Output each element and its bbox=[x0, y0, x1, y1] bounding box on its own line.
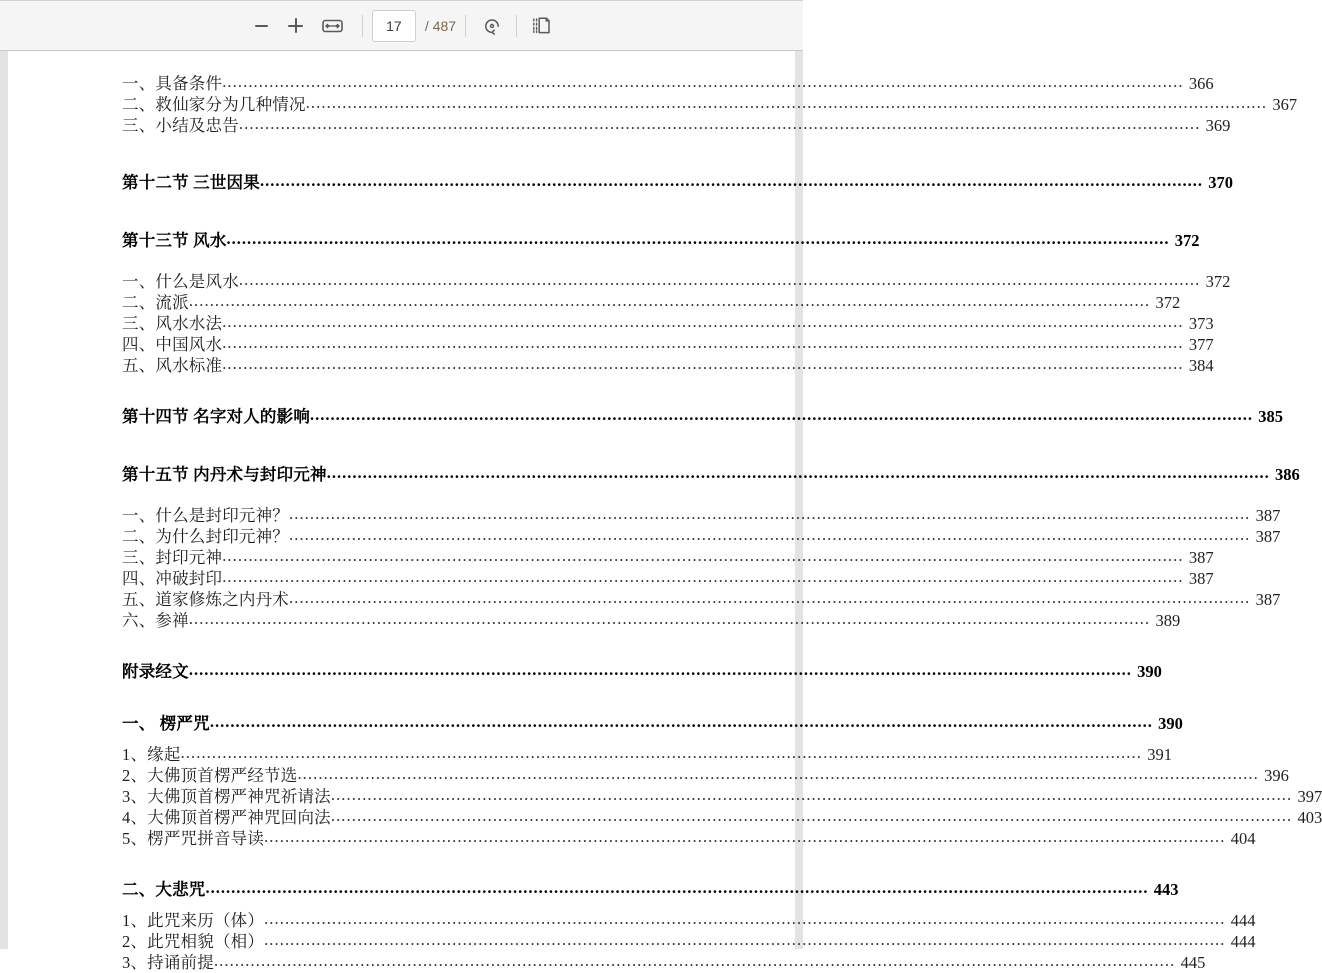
page-view-button[interactable] bbox=[524, 11, 558, 41]
toc-entry-page-number: 369 bbox=[1205, 116, 1231, 135]
toc-entry-label: 一、 楞严咒 bbox=[122, 714, 210, 733]
toc-entry-label: 五、道家修炼之内丹术 bbox=[122, 590, 289, 609]
fit-width-button[interactable] bbox=[313, 11, 353, 41]
toc-leader-dots bbox=[189, 659, 1132, 681]
toc-entry-row[interactable] bbox=[122, 910, 1256, 931]
toc-entry-row[interactable] bbox=[122, 73, 1214, 94]
toc-leader-dots bbox=[289, 503, 1250, 524]
rotate-icon bbox=[482, 16, 502, 36]
pdf-toolbar bbox=[0, 0, 803, 51]
toc-leader-dots bbox=[222, 311, 1183, 332]
toc-entry-label: 一、具备条件 bbox=[122, 74, 223, 93]
toc-leader-dots bbox=[264, 929, 1225, 950]
toc-entry-label: 四、中国风水 bbox=[122, 335, 223, 354]
toc-heading-row[interactable] bbox=[122, 661, 1162, 683]
toc-leader-dots bbox=[222, 545, 1183, 566]
toc-entry-row[interactable] bbox=[122, 568, 1214, 589]
toc-entry-page-number: 390 bbox=[1158, 714, 1183, 733]
toc-leader-dots bbox=[214, 950, 1175, 971]
toc-spacer bbox=[122, 631, 688, 661]
pdf-page bbox=[8, 51, 1322, 972]
toc-leader-dots bbox=[210, 711, 1153, 733]
toc-entry-page-number: 444 bbox=[1230, 932, 1256, 951]
toc-entry-page-number: 384 bbox=[1188, 356, 1214, 375]
toc-leader-dots bbox=[306, 92, 1267, 113]
toc-spacer bbox=[122, 683, 688, 713]
toc-leader-dots bbox=[289, 587, 1250, 608]
toc-entry-row[interactable] bbox=[122, 786, 1322, 807]
toolbar-divider-3 bbox=[516, 15, 517, 37]
toc-leader-dots bbox=[222, 353, 1183, 374]
toc-entry-page-number: 444 bbox=[1230, 911, 1256, 930]
toc-entry-label: 第十四节 名字对人的影响 bbox=[122, 407, 311, 426]
toc-entry-label: 4、大佛顶首楞严神咒回向法 bbox=[122, 808, 331, 827]
toolbar-divider-1 bbox=[362, 15, 363, 37]
toc-entry-page-number: 390 bbox=[1137, 662, 1162, 681]
toc-entry-page-number: 403 bbox=[1297, 808, 1322, 827]
toc-entry-label: 五、风水标准 bbox=[122, 356, 223, 375]
table-of-contents bbox=[8, 51, 1322, 973]
toc-leader-dots bbox=[264, 826, 1225, 847]
toc-entry-label: 一、什么是封印元神？ bbox=[122, 506, 289, 525]
toc-entry-label: 1、缘起 bbox=[122, 745, 181, 764]
plus-icon bbox=[288, 18, 303, 33]
toc-leader-dots bbox=[222, 332, 1183, 353]
toc-entry-page-number: 387 bbox=[1255, 590, 1281, 609]
toc-entry-label: 3、大佛顶首楞严神咒祈请法 bbox=[122, 787, 331, 806]
toc-entry-page-number: 387 bbox=[1188, 569, 1214, 588]
toc-entry-page-number: 377 bbox=[1188, 335, 1214, 354]
toc-entry-row[interactable] bbox=[122, 505, 1281, 526]
toc-entry-page-number: 367 bbox=[1272, 95, 1298, 114]
toc-entry-label: 二、救仙家分为几种情况 bbox=[122, 95, 306, 114]
toc-entry-label: 三、封印元神 bbox=[122, 548, 223, 567]
toc-entry-page-number: 372 bbox=[1174, 231, 1200, 250]
toc-leader-dots bbox=[222, 566, 1183, 587]
toc-entry-label: 2、此咒相貌（相） bbox=[122, 932, 265, 951]
toc-entry-page-number: 373 bbox=[1188, 314, 1214, 333]
toc-leader-dots bbox=[189, 608, 1150, 629]
minus-icon bbox=[255, 25, 268, 27]
toc-heading-row[interactable] bbox=[122, 713, 1183, 735]
toc-heading-row[interactable] bbox=[122, 230, 1200, 252]
toc-leader-dots bbox=[260, 170, 1203, 192]
toc-leader-dots bbox=[206, 877, 1149, 899]
toc-entry-row[interactable] bbox=[122, 931, 1256, 952]
fit-width-icon bbox=[322, 18, 343, 34]
page-number-input[interactable] bbox=[372, 10, 416, 42]
toc-heading-row[interactable] bbox=[122, 172, 1233, 194]
toc-entry-row[interactable] bbox=[122, 271, 1231, 292]
toc-entry-page-number: 386 bbox=[1274, 465, 1300, 484]
toc-entry-page-number: 387 bbox=[1255, 527, 1281, 546]
toc-spacer bbox=[122, 194, 688, 230]
toc-leader-dots bbox=[227, 228, 1170, 250]
toc-leader-dots bbox=[181, 742, 1142, 763]
toc-entry-page-number: 385 bbox=[1258, 407, 1284, 426]
toc-entry-row[interactable] bbox=[122, 526, 1281, 547]
toc-entry-row[interactable] bbox=[122, 94, 1298, 115]
toc-leader-dots bbox=[239, 113, 1200, 134]
toc-entry-label: 第十五节 内丹术与封印元神 bbox=[122, 465, 327, 484]
toc-entry-page-number: 397 bbox=[1297, 787, 1322, 806]
toc-entry-page-number: 372 bbox=[1155, 293, 1181, 312]
toc-leader-dots bbox=[222, 71, 1183, 92]
toc-entry-row[interactable] bbox=[122, 807, 1322, 828]
toc-entry-page-number: 389 bbox=[1155, 611, 1181, 630]
zoom-in-button[interactable] bbox=[279, 11, 313, 41]
toc-leader-dots bbox=[327, 462, 1270, 484]
toc-leader-dots bbox=[264, 908, 1225, 929]
page-total-label: / 487 bbox=[424, 17, 457, 34]
toc-spacer bbox=[122, 376, 688, 406]
toc-entry-page-number: 445 bbox=[1180, 953, 1206, 972]
toc-heading-row[interactable] bbox=[122, 406, 1284, 428]
toc-entry-page-number: 443 bbox=[1153, 880, 1179, 899]
toc-entry-page-number: 396 bbox=[1264, 766, 1289, 785]
toc-leader-dots bbox=[331, 805, 1292, 826]
zoom-out-button[interactable] bbox=[245, 11, 279, 41]
toc-entry-label: 3、持诵前提 bbox=[122, 953, 214, 972]
toc-entry-row[interactable] bbox=[122, 952, 1206, 973]
toc-leader-dots bbox=[189, 290, 1150, 311]
toc-entry-page-number: 387 bbox=[1255, 506, 1281, 525]
toc-entry-page-number: 372 bbox=[1205, 272, 1231, 291]
page-surface bbox=[0, 51, 1322, 972]
toc-entry-row[interactable] bbox=[122, 828, 1256, 849]
toc-entry-row[interactable] bbox=[122, 334, 1214, 355]
toc-entry-label: 二、为什么封印元神？ bbox=[122, 527, 289, 546]
toc-leader-dots bbox=[289, 524, 1250, 545]
page-number-value: 17 bbox=[386, 17, 402, 34]
toc-entry-label: 四、冲破封印 bbox=[122, 569, 223, 588]
toc-entry-row[interactable] bbox=[122, 589, 1281, 610]
toc-entry-label: 附录经文 bbox=[122, 662, 189, 681]
page-layout-icon bbox=[531, 16, 551, 35]
toolbar-controls bbox=[245, 1, 558, 50]
toc-entry-label: 三、小结及忠告 bbox=[122, 116, 239, 135]
toc-entry-row[interactable] bbox=[122, 115, 1231, 136]
toc-entry-label: 2、大佛顶首楞严经节选 bbox=[122, 766, 298, 785]
toc-entry-page-number: 370 bbox=[1208, 173, 1233, 192]
toc-entry-page-number: 366 bbox=[1188, 74, 1214, 93]
toc-leader-dots bbox=[239, 269, 1200, 290]
toc-heading-row[interactable] bbox=[122, 879, 1179, 901]
toc-entry-label: 第十三节 风水 bbox=[122, 231, 227, 250]
toc-heading-row[interactable] bbox=[122, 464, 1300, 486]
toc-entry-row[interactable] bbox=[122, 610, 1181, 631]
toc-entry-label: 二、大悲咒 bbox=[122, 880, 206, 899]
rotate-button[interactable] bbox=[475, 11, 509, 41]
toc-entry-label: 5、楞严咒拼音导读 bbox=[122, 829, 265, 848]
toc-entry-row[interactable] bbox=[122, 355, 1214, 376]
toc-entry-row[interactable] bbox=[122, 292, 1181, 313]
toc-entry-row[interactable] bbox=[122, 547, 1214, 568]
toc-entry-label: 1、此咒来历（体） bbox=[122, 911, 265, 930]
toc-entry-page-number: 404 bbox=[1230, 829, 1256, 848]
toc-spacer bbox=[122, 136, 688, 172]
toc-entry-row[interactable] bbox=[122, 313, 1214, 334]
toc-entry-label: 第十二节 三世因果 bbox=[122, 173, 260, 192]
toc-entry-label: 三、风水水法 bbox=[122, 314, 223, 333]
toc-entry-row[interactable] bbox=[122, 744, 1172, 765]
toc-entry-label: 一、什么是风水 bbox=[122, 272, 239, 291]
toc-entry-label: 六、参禅 bbox=[122, 611, 189, 630]
toc-entry-page-number: 387 bbox=[1188, 548, 1214, 567]
toolbar-divider-2 bbox=[465, 15, 466, 37]
toc-entry-page-number: 391 bbox=[1147, 745, 1172, 764]
toc-spacer bbox=[122, 849, 688, 879]
toc-spacer bbox=[122, 428, 688, 464]
toc-entry-row[interactable] bbox=[122, 765, 1289, 786]
toc-leader-dots bbox=[310, 404, 1253, 426]
toc-leader-dots bbox=[297, 763, 1258, 784]
toc-leader-dots bbox=[331, 784, 1292, 805]
toc-entry-label: 二、流派 bbox=[122, 293, 189, 312]
